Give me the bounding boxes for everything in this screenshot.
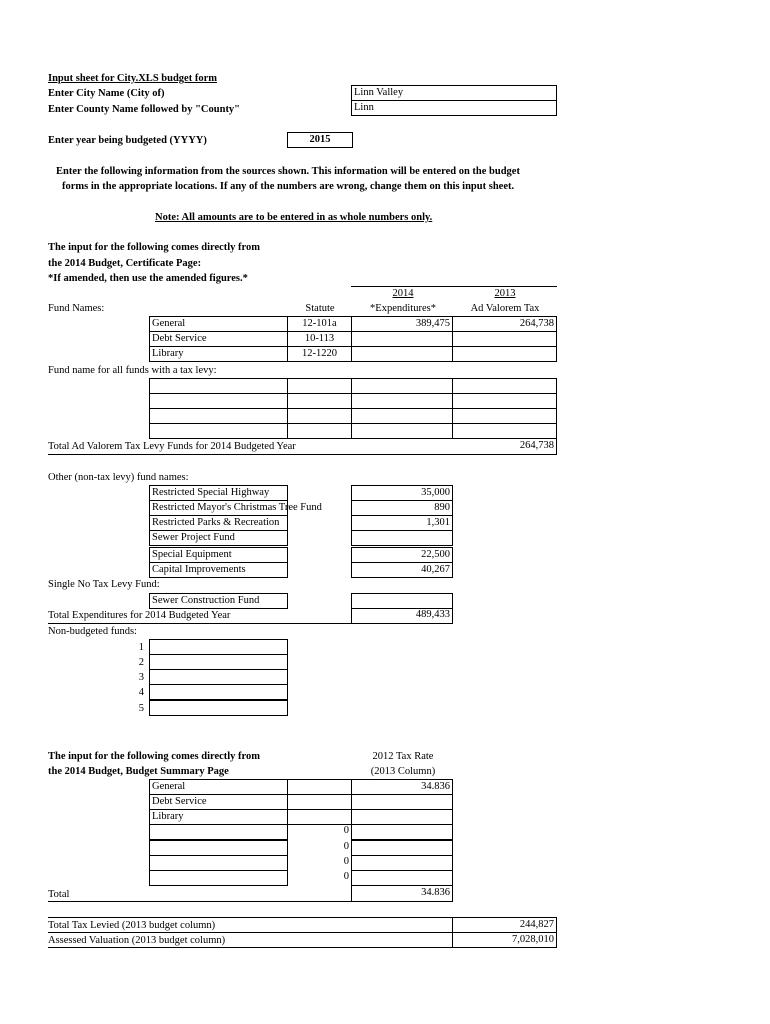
whole-numbers-note: Note: All amounts are to be entered in as whole numbers only. <box>155 212 433 223</box>
other-fund-name-2[interactable]: Restricted Mayor's Christmas Tree Fund <box>149 500 288 516</box>
non-budgeted-number-4: 4 <box>138 687 144 698</box>
tax-levy-exp-4[interactable] <box>351 423 453 439</box>
sheet-title: Input sheet for City.XLS budget form <box>48 73 217 84</box>
instruction-line-2: forms in the appropriate locations. If any of the numbers are wrong, change them on this input sheet. <box>62 181 515 192</box>
fund-names-label: Fund Names: <box>48 303 105 314</box>
summary-extra-name-2[interactable] <box>149 840 288 856</box>
certificate-intro-2: the 2014 Budget, Certificate Page: <box>48 258 202 269</box>
summary-fund-library[interactable]: Library <box>149 809 288 825</box>
other-fund-name-6[interactable]: Capital Improvements <box>149 562 288 578</box>
summary-extra-name-3[interactable] <box>149 855 288 871</box>
summary-extra-name-4[interactable] <box>149 870 288 886</box>
total-expenditures-value[interactable]: 489,433 <box>351 608 453 624</box>
other-funds-label: Other (non-tax levy) fund names: <box>48 472 189 483</box>
fund-name-debt-service[interactable]: Debt Service <box>149 331 288 347</box>
other-fund-value-3[interactable]: 1,301 <box>351 515 453 531</box>
tax-levy-fund-name-1[interactable] <box>149 378 288 394</box>
tax-levy-tax-1[interactable] <box>452 378 557 394</box>
summary-rate-general[interactable]: 34.836 <box>351 779 453 795</box>
non-budgeted-label: Non-budgeted funds: <box>48 626 137 637</box>
summary-fund-general[interactable]: General <box>149 779 288 795</box>
summary-blank-general[interactable] <box>287 779 352 795</box>
year-input[interactable]: 2015 <box>287 132 353 148</box>
expenditure-general[interactable]: 389,475 <box>351 316 453 332</box>
assessed-valuation-value[interactable]: 7,028,010 <box>452 932 557 948</box>
single-fund-name[interactable]: Sewer Construction Fund <box>149 593 288 609</box>
col-2013-year: 2013 <box>494 288 516 299</box>
single-no-tax-levy-label: Single No Tax Levy Fund: <box>48 579 160 590</box>
tax-library[interactable] <box>452 346 557 362</box>
city-name-label: Enter City Name (City of) <box>48 88 165 99</box>
tax-levy-tax-3[interactable] <box>452 408 557 424</box>
statute-library[interactable]: 12-1220 <box>287 346 352 362</box>
tax-levy-statute-4[interactable] <box>287 423 352 439</box>
total-expenditures-label: Total Expenditures for 2014 Budgeted Year <box>48 610 231 621</box>
non-budgeted-number-3: 3 <box>138 672 144 683</box>
summary-zero-4[interactable]: 0 <box>287 870 352 886</box>
county-name-input[interactable]: Linn <box>351 100 557 116</box>
county-name-label: Enter County Name followed by "County" <box>48 104 241 115</box>
instruction-line-1: Enter the following information from the sources shown. This information will be entered on the budget <box>56 166 520 177</box>
non-budgeted-fund-4[interactable] <box>149 684 288 700</box>
tax-levy-statute-1[interactable] <box>287 378 352 394</box>
fund-name-general[interactable]: General <box>149 316 288 332</box>
total-ad-valorem-value[interactable]: 264,738 <box>452 439 557 455</box>
other-fund-value-6[interactable]: 40,267 <box>351 562 453 578</box>
summary-blank-debt-service[interactable] <box>287 794 352 810</box>
other-fund-name-3[interactable]: Restricted Parks & Recreation <box>149 515 288 531</box>
tax-rate-header-1: 2012 Tax Rate <box>372 751 434 762</box>
non-budgeted-fund-3[interactable] <box>149 669 288 685</box>
total-ad-valorem-label: Total Ad Valorem Tax Levy Funds for 2014 Budgeted Year <box>48 441 296 452</box>
city-name-input[interactable]: Linn Valley <box>351 85 557 101</box>
certificate-intro-3: *If amended, then use the amended figures.* <box>48 273 248 284</box>
tax-levy-exp-2[interactable] <box>351 393 453 409</box>
summary-total-value[interactable]: 34.836 <box>351 886 453 902</box>
statute-header: Statute <box>305 303 335 314</box>
certificate-intro-1: The input for the following comes directly from <box>48 242 261 253</box>
tax-levy-tax-2[interactable] <box>452 393 557 409</box>
summary-extra-rate-3[interactable] <box>351 855 453 871</box>
tax-levy-fund-name-3[interactable] <box>149 408 288 424</box>
tax-rate-header-2: (2013 Column) <box>370 766 436 777</box>
summary-fund-debt-service[interactable]: Debt Service <box>149 794 288 810</box>
summary-total-label: Total <box>48 889 70 900</box>
other-fund-value-2[interactable]: 890 <box>351 500 453 516</box>
summary-rate-debt-service[interactable] <box>351 794 453 810</box>
summary-extra-rate-1[interactable] <box>351 824 453 840</box>
summary-intro-1: The input for the following comes directly from <box>48 751 261 762</box>
tax-levy-funds-label: Fund name for all funds with a tax levy: <box>48 365 217 376</box>
tax-levy-exp-1[interactable] <box>351 378 453 394</box>
non-budgeted-fund-2[interactable] <box>149 654 288 670</box>
summary-zero-3[interactable]: 0 <box>287 855 352 871</box>
other-fund-name-5[interactable]: Special Equipment <box>149 547 288 563</box>
other-fund-name-4[interactable]: Sewer Project Fund <box>149 530 288 546</box>
tax-general[interactable]: 264,738 <box>452 316 557 332</box>
statute-debt-service[interactable]: 10-113 <box>287 331 352 347</box>
non-budgeted-number-1: 1 <box>138 642 144 653</box>
col-2014-year: 2014 <box>392 288 414 299</box>
tax-levy-fund-name-2[interactable] <box>149 393 288 409</box>
summary-extra-rate-4[interactable] <box>351 870 453 886</box>
summary-extra-name-1[interactable] <box>149 824 288 840</box>
statute-general[interactable]: 12-101a <box>287 316 352 332</box>
total-tax-levied-value[interactable]: 244,827 <box>452 917 557 933</box>
other-fund-value-5[interactable]: 22,500 <box>351 547 453 563</box>
summary-zero-2[interactable]: 0 <box>287 840 352 856</box>
non-budgeted-fund-1[interactable] <box>149 639 288 655</box>
assessed-valuation-label: Assessed Valuation (2013 budget column) <box>48 935 226 946</box>
summary-blank-library[interactable] <box>287 809 352 825</box>
expenditure-debt-service[interactable] <box>351 331 453 347</box>
tax-debt-service[interactable] <box>452 331 557 347</box>
fund-name-library[interactable]: Library <box>149 346 288 362</box>
ad-valorem-header: Ad Valorem Tax <box>470 303 540 314</box>
tax-levy-statute-2[interactable] <box>287 393 352 409</box>
tax-levy-fund-name-4[interactable] <box>149 423 288 439</box>
summary-intro-2: the 2014 Budget, Budget Summary Page <box>48 766 229 777</box>
tax-levy-statute-3[interactable] <box>287 408 352 424</box>
tax-levy-tax-4[interactable] <box>452 423 557 439</box>
other-fund-name-1[interactable]: Restricted Special Highway <box>149 485 288 501</box>
summary-zero-1[interactable]: 0 <box>287 824 352 840</box>
year-label: Enter year being budgeted (YYYY) <box>48 135 207 146</box>
expenditure-library[interactable] <box>351 346 453 362</box>
other-fund-value-1[interactable]: 35,000 <box>351 485 453 501</box>
expenditures-header: *Expenditures* <box>370 303 436 314</box>
non-budgeted-number-2: 2 <box>138 657 144 668</box>
other-fund-value-4[interactable] <box>351 530 453 546</box>
summary-rate-library[interactable] <box>351 809 453 825</box>
single-fund-value[interactable] <box>351 593 453 609</box>
summary-extra-rate-2[interactable] <box>351 840 453 856</box>
non-budgeted-fund-5[interactable] <box>149 700 288 716</box>
total-tax-levied-label: Total Tax Levied (2013 budget column) <box>48 920 216 931</box>
tax-levy-exp-3[interactable] <box>351 408 453 424</box>
non-budgeted-number-5: 5 <box>138 703 144 714</box>
